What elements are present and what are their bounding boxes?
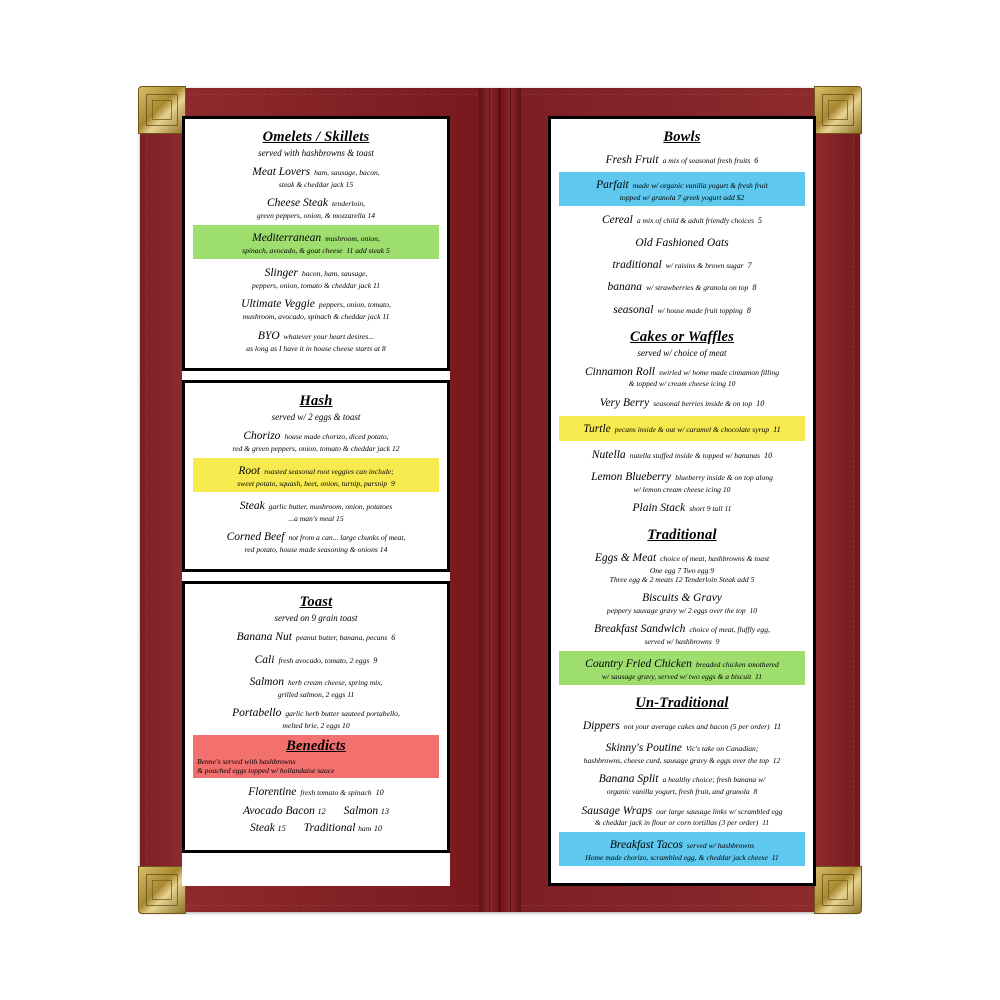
item-name: Plain Stack [632,502,686,515]
item-desc-line2: w/ lemon cream cheese icing 10 [633,484,731,494]
item-name: Banana Split [598,773,659,786]
menu-item [559,588,805,616]
section-title: Hash [299,392,333,409]
menu-item [193,162,439,190]
gold-corner-top-left [138,86,186,134]
section-title: Traditional [647,527,717,544]
item-desc: peanut butter, banana, pecans [295,633,388,643]
item-desc-line2: Home made chorizo, scrambled egg, & cheddar jack cheese 11 [585,853,779,863]
gold-corner-top-right [814,86,862,134]
group-traditional [559,527,805,685]
menu-item [559,467,805,495]
item-desc: blueberry inside & on top along [675,473,773,483]
item-desc: nutella stuffed inside & topped w/ bananas [629,450,761,460]
item-desc-line2: mushroom, avocado, spinach & cheddar jack 11 [242,312,390,322]
item-price: 12 [317,806,326,816]
menu-item [559,150,805,169]
panel-right [548,116,816,886]
item-desc-line2: red & green peppers, onion, tomato & cheddar jack 12 [232,443,400,453]
item-name: traditional [612,258,662,271]
item-desc-line2: organic vanilla yogurt, fresh fruit, and granola 8 [606,787,758,797]
menu-item [559,362,805,390]
item-desc-line2: peppers, onion, tomato & cheddar jack 11 [251,280,381,290]
menu-item [559,393,805,412]
item-name: Nutella [591,448,626,461]
item-name: Mediterranean [252,232,322,245]
item-name: Steak [239,499,265,512]
menu-item [559,801,805,829]
benedicts-line2: & poached eggs topped w/ hollandaise sauce [197,766,335,776]
item-name: Root [238,464,261,477]
item-price: 9 [373,655,378,665]
menu-item [193,782,439,801]
item-desc: a healthy choice; fresh banana w/ [662,775,766,785]
section-title: Cakes or Waffles [630,328,734,345]
menu-item-row [193,805,439,819]
item-desc: garlic butter, mushroom, onion, potatoes [268,501,393,511]
item-name: Chorizo [243,429,281,442]
group-un-traditional [559,695,805,866]
menu-item [559,716,805,735]
item-desc: choice of meat, fluffly egg, [689,625,770,635]
menu-item-highlighted [559,416,805,441]
item-desc-line2: hashbrowns, cheese curd, sausage gravy & eggs over the top 12 [583,755,781,765]
panel-hash [182,380,450,572]
benedicts-header [193,735,439,778]
item-desc-line2: sweet potato, squash, beet, onion, turnip, parsnip 9 [237,478,395,488]
menu-item [559,300,805,319]
menu-item [193,496,439,524]
menu-item [193,294,439,322]
item-desc: whatever your heart desires... [283,331,375,341]
section-subtitle: served w/ 2 eggs & toast [271,411,361,422]
item-desc-line2: ...a man's meal 15 [288,513,344,523]
menu-item [193,627,439,646]
item-name: Eggs & Meat [594,551,657,564]
item-desc: not your average cakes and bacon (5 per order) [623,721,770,731]
item-price: 5 [757,216,762,226]
menu-item [559,498,805,517]
menu-item [559,255,805,274]
item-name: Old Fashioned Oats [635,236,729,249]
item-name: Fresh Fruit [605,153,659,166]
menu-item [193,263,439,291]
menu-item [193,672,439,700]
item-desc-line2: steak & cheddar jack 15 [278,179,354,189]
item-price: 11 [773,424,781,434]
menu-item-highlighted [193,225,439,259]
item-desc: our large sausage links w/ scrambled egg [656,806,783,816]
item-desc: mushroom, onion, [325,234,380,244]
item-price: 10 [375,788,384,798]
item-name: Steak [249,821,275,834]
item-desc-line2: & topped w/ cream cheese icing 10 [628,379,736,389]
item-desc: a mix of seasonal fresh fruits [662,155,751,165]
item-name: Cinnamon Roll [585,365,655,378]
item-price: 13 [380,806,389,816]
menu-item [193,426,439,454]
item-price: 6 [754,155,759,165]
item-desc-line2: grilled salmon, 2 eggs 11 [277,689,355,699]
item-desc: fresh avocado, tomato, 2 eggs [278,655,370,665]
item-name: Salmon [343,804,379,817]
menu-item-highlighted [193,458,439,492]
section-subtitle: served with hashbrowns & toast [258,148,374,158]
item-name: Very Berry [599,396,650,409]
menu-item [193,326,439,354]
item-name: Breakfast Sandwich [594,623,686,636]
panel-omelets-skillets [182,116,450,371]
item-desc: short 9 tall 11 [689,504,732,514]
item-price: 11 [773,721,782,731]
item-name: Turtle [583,422,611,435]
item-desc: house made chorizo, diced potato, [284,431,389,441]
item-desc: a mix of child & adult friendly choices [636,216,754,226]
menu-item [559,619,805,647]
menu-item [193,193,439,221]
item-desc-line2: melted brie, 2 eggs 10 [282,721,350,731]
item-price: 10 [756,398,765,408]
menu-item [193,527,439,555]
menu-item [559,769,805,797]
item-desc: w/ house made fruit topping [657,305,743,315]
panel-toast [182,581,450,852]
item-desc: tenderloin, [331,199,366,209]
left-page [182,116,450,886]
item-desc-line2: topped w/ granola 7 greek yogurt add $2 [619,193,745,203]
item-desc: roasted seasonal root veggies can include; [264,466,394,476]
menu-item [559,277,805,296]
item-name: BYO [257,329,280,342]
item-name: Slinger [264,266,298,279]
item-name: Country Fried Chicken [585,658,692,671]
item-price: 7 [747,260,752,270]
item-name: Biscuits & Gravy [642,592,722,605]
item-desc: herb cream cheese, spring mix, [287,678,383,688]
menu-item-highlighted [559,651,805,685]
menu-item-row [193,822,439,836]
right-page [548,116,816,886]
item-price: 6 [391,633,396,643]
item-name: Avocado Bacon [243,804,315,817]
item-price: 10 [764,450,773,460]
menu-item [559,548,805,585]
item-desc: bacon, ham, sausage, [301,268,368,278]
item-name: Sausage Wraps [581,804,653,817]
section-title: Toast [299,594,333,611]
item-desc-line2: One egg 7 Two egg 9 [649,565,715,575]
item-name: Banana Nut [236,631,292,644]
item-desc: pecans inside & out w/ caramel & chocolate syrup [614,424,770,434]
item-desc-line2: spinach, avocado, & goat cheese 11 add steak 5 [242,246,390,256]
item-desc-line2: & cheddar jack in flour or corn tortillas (3 per order) 11 [594,818,770,828]
item-desc-line3: Three egg & 2 meats 12 Tenderloin Steak add 5 [609,574,755,584]
item-price: 8 [746,305,751,315]
item-name: Lemon Blueberry [591,471,672,484]
item-name: Corned Beef [226,530,285,543]
item-name: Breakfast Tacos [609,839,683,852]
item-desc: served w/ hashbrowns [686,841,755,851]
section-subtitle: served on 9 grain toast [274,613,358,624]
item-name: banana [607,281,643,294]
item-price: 8 [752,283,757,293]
section-title: Bowls [663,129,701,145]
item-price: 10 [373,823,382,833]
gold-corner-bottom-left [138,866,186,914]
item-name: Dippers [582,719,620,732]
item-desc-line2: green peppers, onion, & mozzarella 14 [256,211,376,221]
item-name: Meat Lovers [252,166,311,178]
item-name: Portabello [232,707,282,720]
menu-spine [479,88,521,912]
item-desc: w/ strawberries & granola on top [646,283,749,293]
item-desc: garlic herb butter sauteed portabello, [285,709,400,719]
item-desc: ham [358,823,372,833]
item-desc-line2: as long as I have it in house cheese starts at 8 [246,343,386,353]
item-desc: fresh tomato & spinach [300,788,372,798]
item-name: seasonal [613,303,654,316]
item-desc: w/ raisins & brown sugar [665,260,744,270]
item-desc-line2: served w/ hashbrowns 9 [644,637,720,647]
item-desc: choice of meat, hashbrowns & toast [660,553,770,563]
item-desc: Vic's take on Canadian; [685,743,759,753]
item-name: Parfait [596,179,629,192]
item-desc: peppers, onion, tomato, [318,300,391,310]
menu-item [559,738,805,766]
item-desc: not from a can... large chunks of meat, [288,532,406,542]
menu-item [193,650,439,669]
menu-item [559,445,805,464]
section-title: Omelets / Skillets [262,129,370,145]
item-name: Ultimate Veggie [241,298,315,311]
benedicts-title: Benedicts [286,738,346,755]
item-desc: seasonal berries inside & on top [653,398,753,408]
group-cakes-waffles [559,329,805,518]
item-name: Skinny's Poutine [605,741,682,754]
item-name: Salmon [249,676,284,689]
menu-item-highlighted [559,832,805,866]
section-subtitle: served w/ choice of meat [637,347,727,358]
gold-corner-bottom-right [814,866,862,914]
item-desc: breaded chicken smothered [695,660,779,670]
benedicts-line1: Benne's served with hashbrowns [197,757,296,767]
item-desc-line2: w/ sausage gravy, served w/ two eggs & a biscuit 11 [601,672,763,682]
item-price: 15 [277,823,286,833]
menu-item-highlighted [559,172,805,206]
item-name: Traditional [303,821,356,834]
section-title: Un-Traditional [635,695,729,711]
menu-item [559,210,805,229]
item-desc-line2: peppery sausage gravy w/ 2 eggs over the top 10 [606,605,758,615]
item-name: Cereal [601,214,633,227]
menu-item [193,703,439,731]
menu-item [559,233,805,252]
item-desc: made w/ organic vanilla yogurt & fresh fruit [632,181,768,191]
item-desc: swirled w/ home made cinnamon filling [658,367,779,377]
item-name: Florentine [248,786,297,799]
item-desc: ham, sausage, bacon, [314,168,380,177]
item-desc-line2: red potato, house made seasoning & onions 14 [244,544,388,554]
item-name: Cheese Steak [266,197,328,210]
item-name: Cali [254,653,275,666]
